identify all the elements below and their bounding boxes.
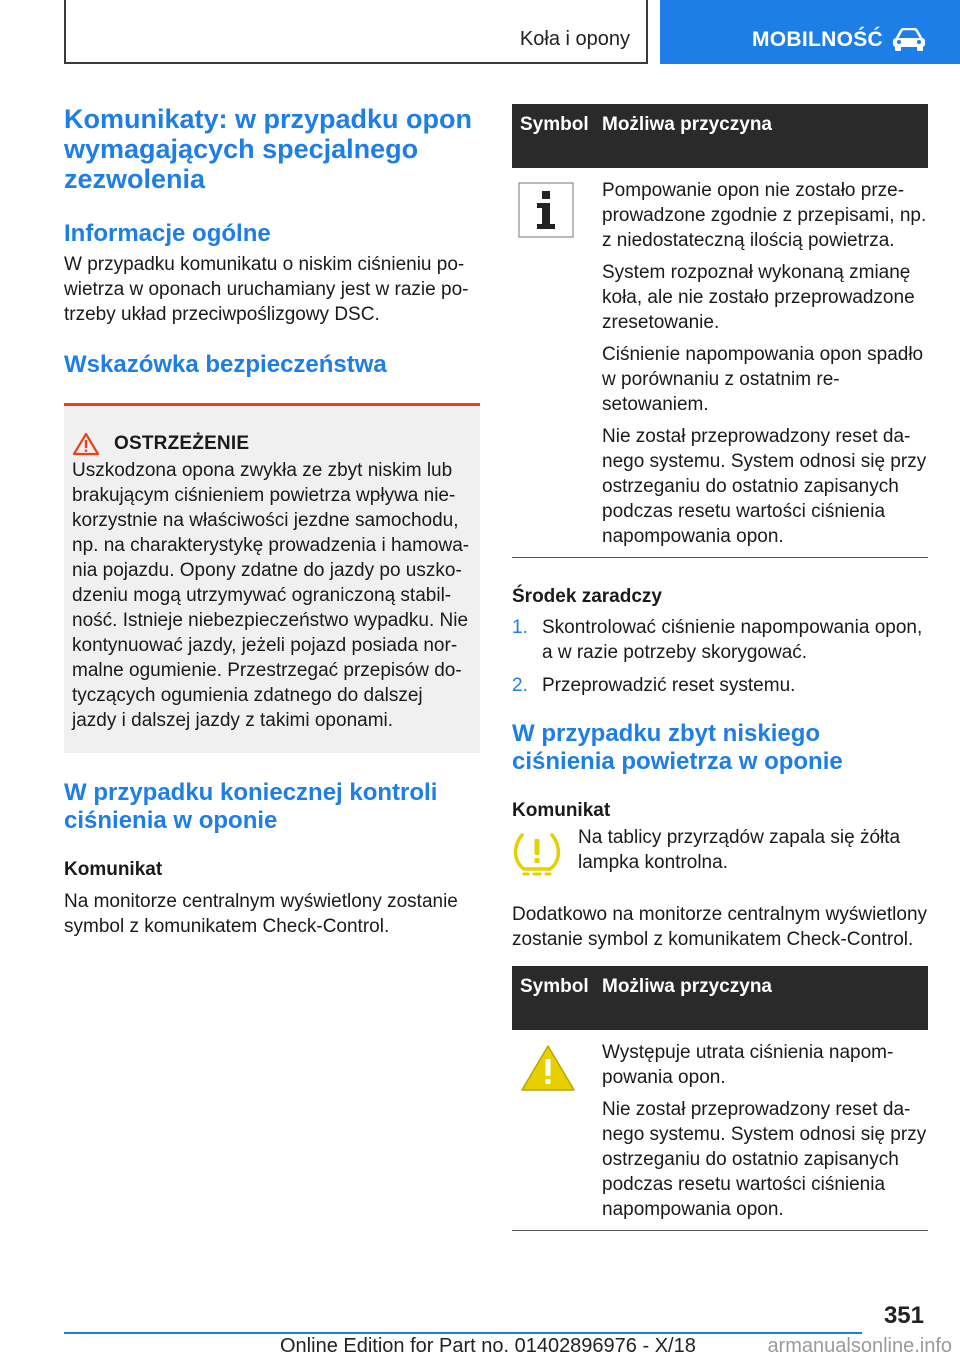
warning-box bbox=[64, 403, 480, 753]
table-row bbox=[512, 168, 928, 558]
col-symbol: Symbol bbox=[520, 114, 589, 135]
check-text: Na monitorze centralnym wyświetlony zostanie symbol z komunikatem Check-Control. bbox=[64, 891, 458, 937]
low-pressure-text: Dodatkowo na monitorze centralnym wyświetlony zostanie symbol z komunikatem Check-Control. bbox=[512, 904, 928, 950]
list-item bbox=[512, 673, 928, 698]
low-pressure-label: Komunikat bbox=[512, 800, 611, 821]
low-pressure-heading: W przypadku zbyt niskiego ciśnienia powietrza w oponie bbox=[512, 720, 843, 775]
col-cause: Możliwa przyczyna bbox=[602, 976, 772, 997]
safety-heading: Wskazówka bezpieczeństwa bbox=[64, 351, 387, 378]
warning-triangle-icon bbox=[72, 432, 100, 456]
footer-divider bbox=[64, 1332, 862, 1334]
cause-text: System rozpoznał wykonaną zmianę koła, ale nie zostało przeprowadzone zresetowanie. bbox=[602, 262, 915, 333]
general-text: W przypadku komunikatu o niskim ciśnieniu powietrza w oponach uruchamiany jest w razie potrzeby układ przeciwpoślizgowy DSC. bbox=[64, 254, 469, 325]
cause-text: Ciśnienie napompowania opon spadło w porównaniu z ostatnim resetowaniem. bbox=[602, 344, 924, 415]
cause-table-2 bbox=[512, 966, 928, 1231]
step-text: Skontrolować ciśnienie napompowania opon, a w razie potrzeby skorygować. bbox=[542, 617, 923, 663]
section-label: Koła i opony bbox=[519, 28, 630, 50]
step-number: 1. bbox=[512, 617, 528, 638]
table-row bbox=[512, 1030, 928, 1231]
step-text: Przeprowadzić reset systemu. bbox=[542, 675, 796, 696]
yellow-warning-triangle-icon bbox=[518, 1042, 578, 1094]
cause-text: Nie został przeprowadzony reset danego systemu. System odnosi się przy ostrzeganiu do ostatnio zapisanych podczas resetu wartości ciśnienia napompowania opon. bbox=[602, 1099, 927, 1220]
step-number: 2. bbox=[512, 675, 528, 696]
chapter-label: MOBILNOŚĆ bbox=[752, 28, 884, 51]
page-title: Komunikaty: w przypadku opon wymagających specjalnego zezwolenia bbox=[64, 104, 473, 194]
table-header bbox=[512, 104, 928, 168]
remedy-label: Środek zaradczy bbox=[512, 586, 662, 607]
chapter-tab[interactable] bbox=[660, 0, 960, 64]
tire-pressure-warning-lamp-icon bbox=[512, 831, 562, 877]
lamp-message bbox=[512, 825, 928, 882]
table-header bbox=[512, 966, 928, 1030]
car-icon bbox=[892, 28, 926, 52]
footer-watermark: armanualsonline.info bbox=[767, 1335, 952, 1357]
warning-text: Uszkodzona opona zwykła ze zbyt niskim lub brakującym ciśnieniem powietrza wpływa niekorzystnie na właściwości jezdne samochodu, np. na charakterystykę prowadzenia i hamowania pojazdu. Opony zdatne do jazdy po uszkodzeniu mogą utrzymywać ograniczoną stabilność. Istnieje niebezpieczeństwo wypadku. Nie kontynuować jazdy, jeżeli pojazd posiada normalne ogumienie. Przestrzegać przepisów dotyczących ogumienia zdatnego do dalszej jazdy i dalszej jazdy z takimi oponami. bbox=[72, 460, 470, 731]
right-column bbox=[512, 104, 928, 1231]
page-number: 351 bbox=[883, 1302, 924, 1329]
info-icon bbox=[518, 182, 574, 238]
list-item bbox=[512, 615, 928, 665]
general-heading: Informacje ogólne bbox=[64, 220, 271, 247]
check-label: Komunikat bbox=[64, 859, 163, 880]
left-column bbox=[64, 104, 480, 939]
cause-text: Występuje utrata ciśnienia napompowania opon. bbox=[602, 1042, 894, 1088]
cause-text: Pompowanie opon nie zostało przeprowadzone zgodnie z przepisami, np. z niedostateczną ilością powietrza. bbox=[602, 180, 927, 251]
check-heading: W przypadku koniecznej kontroli ciśnienia w oponie bbox=[64, 779, 438, 834]
header-section-frame bbox=[64, 0, 648, 64]
footer-edition: Online Edition for Part no. 01402896976 - X/18 bbox=[280, 1335, 696, 1357]
lamp-text: Na tablicy przyrządów zapala się żółta lampka kontrolna. bbox=[578, 827, 901, 873]
remedy-steps bbox=[512, 615, 928, 698]
cause-table-1 bbox=[512, 104, 928, 558]
col-symbol: Symbol bbox=[520, 976, 589, 997]
warning-title: OSTRZEŻENIE bbox=[114, 433, 250, 454]
cause-text: Nie został przeprowadzony reset danego systemu. System odnosi się przy ostrzeganiu do ostatnio zapisanych podczas resetu wartości ciśnienia napompowania opon. bbox=[602, 426, 927, 547]
col-cause: Możliwa przyczyna bbox=[602, 114, 772, 135]
